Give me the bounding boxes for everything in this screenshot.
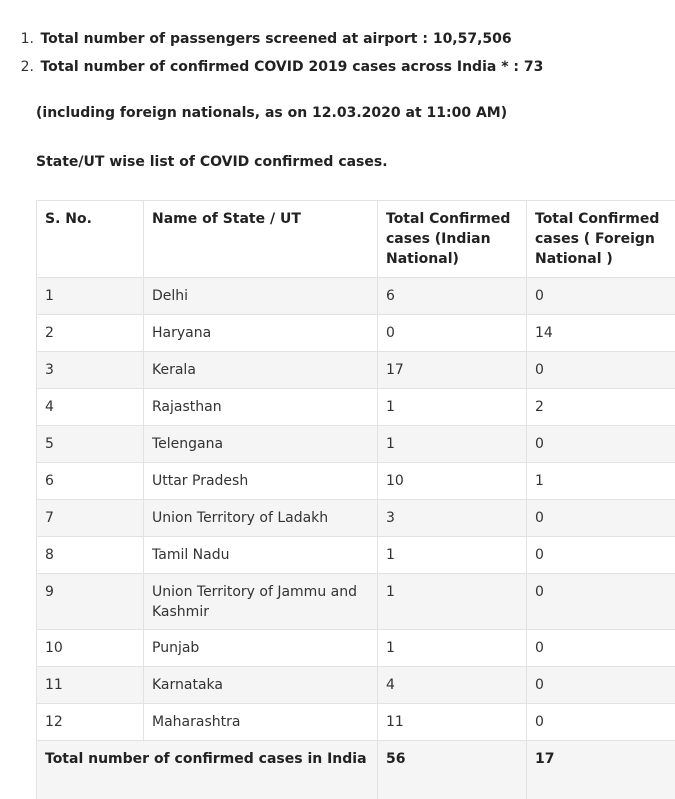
cell-sno: 7 bbox=[37, 500, 144, 537]
cell-state: Union Territory of Jammu and Kashmir bbox=[144, 574, 378, 630]
cell-state: Union Territory of Ladakh bbox=[144, 500, 378, 537]
cases-table bbox=[36, 200, 675, 799]
cell-foreign: 0 bbox=[527, 500, 675, 537]
cell-state: Tamil Nadu bbox=[144, 537, 378, 574]
table-row bbox=[37, 315, 675, 352]
table-row bbox=[37, 537, 675, 574]
cell-foreign: 14 bbox=[527, 315, 675, 352]
table-row bbox=[37, 352, 675, 389]
cell-foreign: 0 bbox=[527, 426, 675, 463]
cell-sno: 9 bbox=[37, 574, 144, 630]
table-header-row bbox=[37, 201, 675, 278]
cell-sno: 2 bbox=[37, 315, 144, 352]
cell-indian: 4 bbox=[378, 667, 527, 704]
table-row bbox=[37, 278, 675, 315]
cell-indian: 17 bbox=[378, 352, 527, 389]
cell-indian: 1 bbox=[378, 630, 527, 667]
cell-foreign: 0 bbox=[527, 630, 675, 667]
cell-foreign: 0 bbox=[527, 352, 675, 389]
cell-sno: 5 bbox=[37, 426, 144, 463]
header-indian: Total Confirmed cases (Indian National) bbox=[378, 201, 527, 278]
header-state: Name of State / UT bbox=[144, 201, 378, 278]
summary-item-passengers bbox=[0, 28, 543, 56]
total-foreign: 17 bbox=[527, 741, 675, 799]
cell-state: Kerala bbox=[144, 352, 378, 389]
cell-sno: 10 bbox=[37, 630, 144, 667]
cell-state: Uttar Pradesh bbox=[144, 463, 378, 500]
summary-list bbox=[0, 28, 543, 84]
cell-state: Rajasthan bbox=[144, 389, 378, 426]
header-foreign: Total Confirmed cases ( Foreign National ) bbox=[527, 201, 675, 278]
table-total-row bbox=[37, 741, 675, 799]
cell-indian: 6 bbox=[378, 278, 527, 315]
cell-indian: 11 bbox=[378, 704, 527, 741]
cell-sno: 1 bbox=[37, 278, 144, 315]
table-row bbox=[37, 574, 675, 630]
cell-state: Karnataka bbox=[144, 667, 378, 704]
total-indian: 56 bbox=[378, 741, 527, 799]
cell-foreign: 0 bbox=[527, 667, 675, 704]
table-row bbox=[37, 389, 675, 426]
list-heading: State/UT wise list of COVID confirmed cases. bbox=[36, 154, 388, 170]
header-sno: S. No. bbox=[37, 201, 144, 278]
cell-indian: 10 bbox=[378, 463, 527, 500]
cell-state: Delhi bbox=[144, 278, 378, 315]
cell-state: Haryana bbox=[144, 315, 378, 352]
table-row bbox=[37, 463, 675, 500]
cell-foreign: 0 bbox=[527, 278, 675, 315]
cell-foreign: 0 bbox=[527, 704, 675, 741]
cell-sno: 6 bbox=[37, 463, 144, 500]
cell-state: Punjab bbox=[144, 630, 378, 667]
cell-foreign: 0 bbox=[527, 574, 675, 630]
cell-sno: 11 bbox=[37, 667, 144, 704]
table-row bbox=[37, 704, 675, 741]
cell-indian: 1 bbox=[378, 537, 527, 574]
list-number: 2. bbox=[20, 59, 34, 75]
table-row bbox=[37, 426, 675, 463]
table-row bbox=[37, 630, 675, 667]
cell-sno: 12 bbox=[37, 704, 144, 741]
cell-indian: 1 bbox=[378, 426, 527, 463]
cell-foreign: 2 bbox=[527, 389, 675, 426]
summary-item-confirmed bbox=[0, 56, 543, 84]
cell-foreign: 0 bbox=[527, 537, 675, 574]
cell-indian: 3 bbox=[378, 500, 527, 537]
summary-text: Total number of confirmed COVID 2019 cases across India * : 73 bbox=[40, 59, 544, 75]
table-row bbox=[37, 500, 675, 537]
cell-indian: 0 bbox=[378, 315, 527, 352]
note-text: (including foreign nationals, as on 12.03.2020 at 11:00 AM) bbox=[36, 105, 508, 121]
list-number: 1. bbox=[20, 31, 34, 47]
cell-indian: 1 bbox=[378, 574, 527, 630]
summary-text: Total number of passengers screened at airport : 10,57,506 bbox=[40, 31, 512, 47]
cell-sno: 8 bbox=[37, 537, 144, 574]
cell-foreign: 1 bbox=[527, 463, 675, 500]
cell-state: Maharashtra bbox=[144, 704, 378, 741]
cell-state: Telengana bbox=[144, 426, 378, 463]
cell-sno: 4 bbox=[37, 389, 144, 426]
cell-indian: 1 bbox=[378, 389, 527, 426]
total-label: Total number of confirmed cases in India bbox=[37, 741, 378, 799]
cell-sno: 3 bbox=[37, 352, 144, 389]
table-row bbox=[37, 667, 675, 704]
